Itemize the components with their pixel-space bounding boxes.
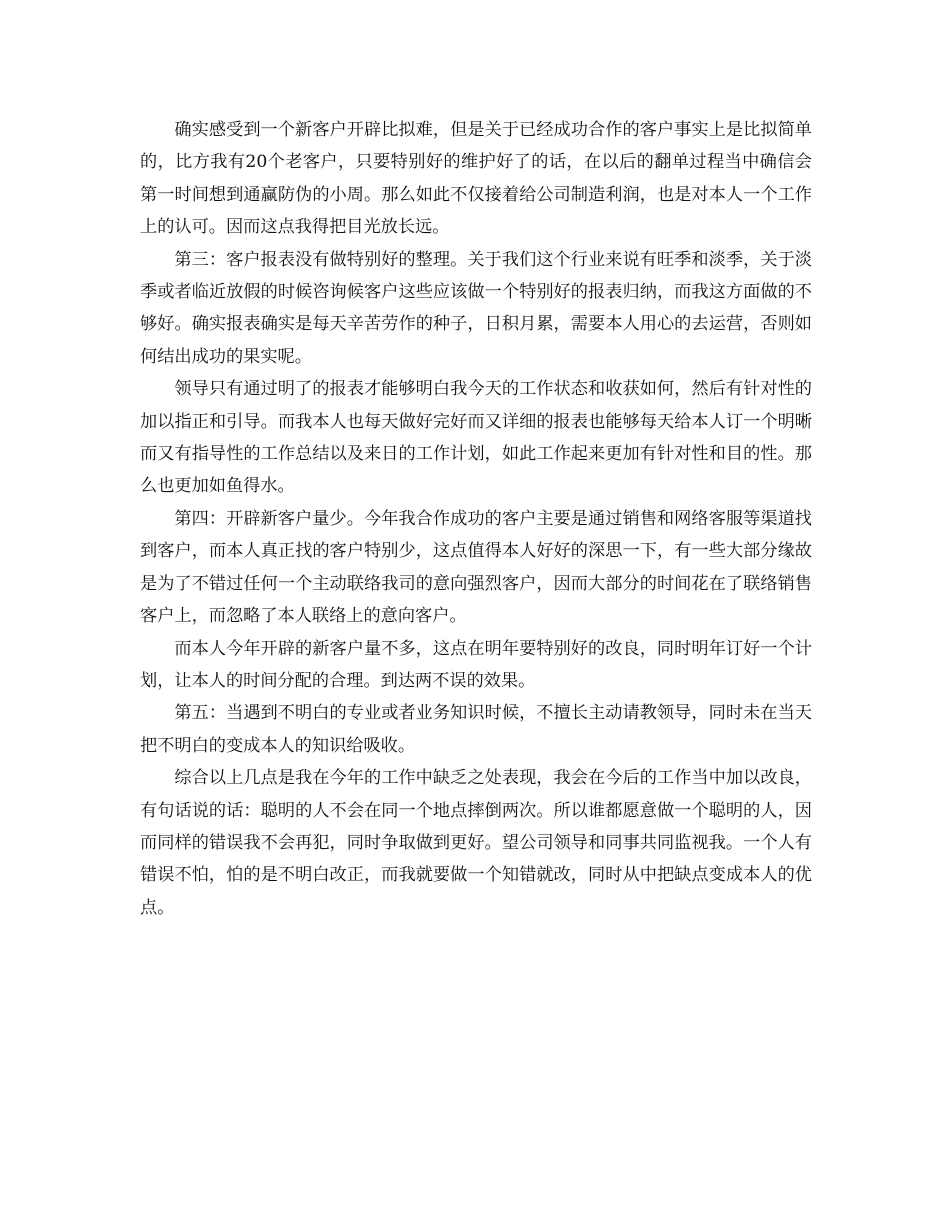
paragraph-4: 第四：开辟新客户量少。今年我合作成功的客户主要是通过销售和网络客服等渠道找到客户，而本人真正找的客户特别少，这点值得本人好好的深思一下，有一些大部分缘故是为了不错过任何一个主动联络我司的意向强烈客户，因而大部分的时间花在了联络销售客户上，而忽略了本人联络上的意向客户。 (140, 508, 812, 627)
paragraph-2: 第三：客户报表没有做特别好的整理。关于我们这个行业来说有旺季和淡季，关于淡季或者临近放假的时候咨询候客户这些应该做一个特别好的报表归纳，而我这方面做的不够好。确实报表确实是每天辛苦劳作的种子，日积月累，需要本人用心的去运营，否则如何结出成功的果实呢。 (140, 249, 812, 367)
paragraph-5: 而本人今年开辟的新客户量不多，这点在明年要特别好的改良，同时明年订好一个计划，让本人的时间分配的合理。到达两不误的效果。 (140, 638, 812, 691)
paragraph-1: 确实感受到一个新客户开辟比拟难，但是关于已经成功合作的客户事实上是比拟简单的，比方我有20个老客户，只要特别好的维护好了的话，在以后的翻单过程当中确信会第一时间想到通赢防伪的小周。那么如此不仅接着给公司制造利润，也是对本人一个工作上的认可。因而这点我得把目光放长远。 (140, 120, 812, 238)
paragraph-6: 第五：当遇到不明白的专业或者业务知识时候，不擅长主动请教领导，同时未在当天把不明白的变成本人的知识给吸收。 (140, 703, 812, 756)
paragraph-7: 综合以上几点是我在今年的工作中缺乏之处表现，我会在今后的工作当中加以改良，有句话说的话：聪明的人不会在同一个地点摔倒两次。所以谁都愿意做一个聪明的人，因而同样的错误我不会再犯，同时争取做到更好。望公司领导和同事共同监视我。一个人有错误不怕，怕的是不明白改正，而我就要做一个知错就改，同时从中把缺点变成本人的优点。 (140, 768, 812, 918)
paragraph-3: 领导只有通过明了的报表才能够明白我今天的工作状态和收获如何，然后有针对性的加以指正和引导。而我本人也每天做好完好而又详细的报表也能够每天给本人订一个明晰而又有指导性的工作总结以及来日的工作计划，如此工作起来更加有针对性和目的性。那么也更加如鱼得水。 (140, 379, 812, 497)
document-page (140, 114, 812, 924)
